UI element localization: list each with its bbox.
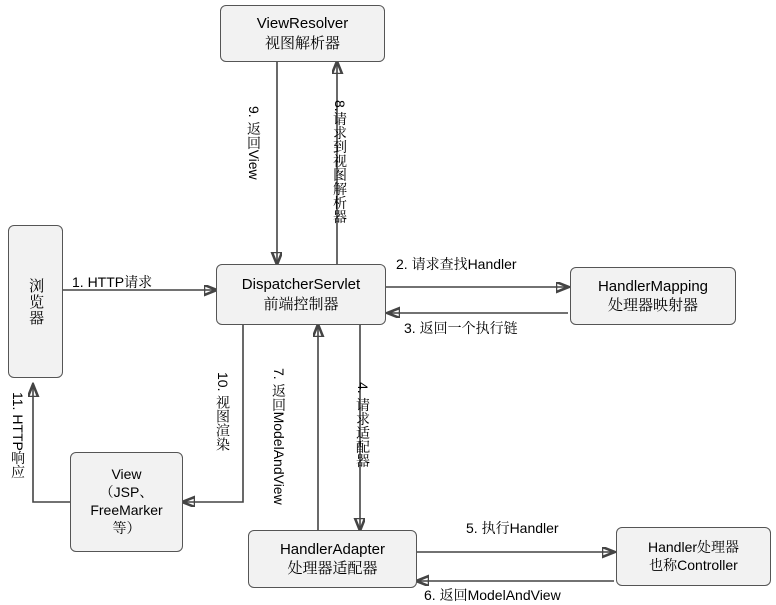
edge-label-8: 8.请求到视图解析器 (332, 100, 348, 224)
node-view[interactable] (70, 452, 183, 552)
node-browser-line-1: 浏览器 (27, 277, 45, 326)
edge-label-9: 9. 返回View (246, 106, 262, 180)
edge-label-3: 3. 返回一个执行链 (404, 320, 518, 336)
node-handler-adapter[interactable] (248, 530, 417, 588)
node-handler-mapping-line-1: HandlerMapping (597, 277, 709, 295)
node-view-line-4: 等） (112, 519, 141, 536)
node-browser[interactable] (8, 225, 63, 378)
node-handler-mapping-line-2: 处理器映射器 (607, 297, 698, 314)
node-dispatcher-servlet[interactable] (216, 264, 386, 325)
edge-label-10: 10. 视图渲染 (215, 372, 231, 452)
node-dispatcher-servlet-line-1: DispatcherServlet (241, 276, 361, 294)
edge-label-2: 2. 请求查找Handler (396, 256, 517, 272)
node-handler-adapter-line-2: 处理器适配器 (287, 560, 378, 577)
node-view-resolver[interactable] (220, 5, 385, 62)
node-view-resolver-line-1: ViewResolver (256, 15, 349, 33)
node-handler-line-2: 也称Controller (649, 556, 738, 573)
node-handler-mapping[interactable] (570, 267, 736, 325)
edge-label-6: 6. 返回ModelAndView (424, 587, 561, 603)
node-handler-adapter-line-1: HandlerAdapter (279, 540, 386, 558)
edge-label-5: 5. 执行Handler (466, 520, 559, 536)
node-view-line-2: （JSP、 (99, 484, 154, 501)
edge-label-7: 7. 返回ModelAndView (271, 368, 287, 505)
node-view-resolver-line-2: 视图解析器 (264, 34, 340, 52)
node-handler[interactable] (616, 527, 771, 586)
node-handler-line-1: Handler处理器 (647, 538, 740, 555)
node-view-line-1: View (111, 466, 142, 483)
edge-label-1: 1. HTTP请求 (72, 274, 153, 290)
node-view-line-3: FreeMarker (90, 502, 163, 518)
edge-label-11: 11. HTTP响应 (10, 392, 26, 479)
edge-label-4: 4. 请求适配器 (355, 382, 371, 468)
node-dispatcher-servlet-line-2: 前端控制器 (263, 295, 339, 313)
